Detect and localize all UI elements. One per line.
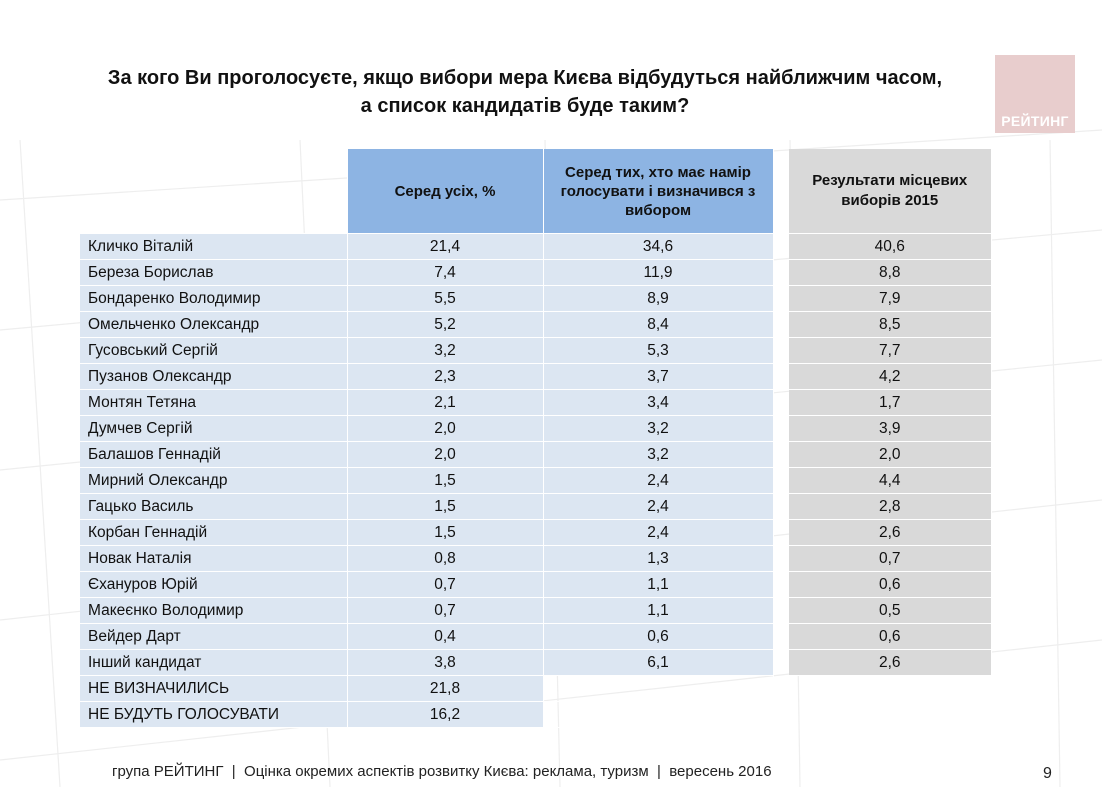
value-all: 3,8 [347,650,543,676]
value-decided: 2,4 [543,468,773,494]
value-result-2015: 7,9 [789,286,991,312]
candidate-name: Корбан Геннадій [80,520,347,546]
value-result-2015: 0,7 [789,546,991,572]
candidate-name: Макеєнко Володимир [80,598,347,624]
value-decided: 0,6 [543,624,773,650]
results-row [789,338,991,364]
value-decided: 2,4 [543,494,773,520]
results-row [789,286,991,312]
results-row [789,494,991,520]
category-name: НЕ БУДУТЬ ГОЛОСУВАТИ [80,702,347,728]
value-decided: 3,7 [543,364,773,390]
value-decided: 1,1 [543,598,773,624]
candidate-name: Гацько Василь [80,494,347,520]
results-2015-table [789,149,992,676]
results-row [789,598,991,624]
value-all: 21,8 [347,676,543,702]
table-row [80,442,773,468]
results-row [789,312,991,338]
footer-text: група РЕЙТИНГ | Оцінка окремих аспектів розвитку Києва: реклама, туризм | вересень 2016 [112,763,772,780]
value-decided: 3,4 [543,390,773,416]
value-decided: 1,1 [543,572,773,598]
value-all: 5,2 [347,312,543,338]
value-result-2015: 8,8 [789,260,991,286]
header-all: Серед усіх, % [347,149,543,234]
value-result-2015: 4,4 [789,468,991,494]
value-result-2015: 40,6 [789,234,991,260]
header-spacer [80,149,347,234]
table-row [80,572,773,598]
candidate-name: Гусовський Сергій [80,338,347,364]
table-row [80,416,773,442]
value-all: 2,3 [347,364,543,390]
value-decided: 3,2 [543,416,773,442]
value-all: 2,1 [347,390,543,416]
value-result-2015: 0,6 [789,624,991,650]
results-row [789,468,991,494]
candidate-name: Кличко Віталій [80,234,347,260]
value-all: 2,0 [347,416,543,442]
value-decided: 3,2 [543,442,773,468]
results-row [789,364,991,390]
value-result-2015: 1,7 [789,390,991,416]
table-header-row [80,149,773,234]
results-row [789,234,991,260]
table-row [80,390,773,416]
page-title [60,64,990,120]
table-row [80,598,773,624]
candidate-name: Омельченко Олександр [80,312,347,338]
logo-text: РЕЙТИНГ [1001,113,1069,129]
results-row [789,650,991,676]
value-result-2015: 2,6 [789,650,991,676]
value-decided: 6,1 [543,650,773,676]
results-header-row [789,149,991,234]
value-all: 21,4 [347,234,543,260]
results-row [789,442,991,468]
table-row-extra [80,676,773,702]
value-all: 0,4 [347,624,543,650]
value-result-2015: 0,5 [789,598,991,624]
candidate-name: Балашов Геннадій [80,442,347,468]
title-line-1: За кого Ви проголосуєте, якщо вибори мера Києва відбудуться найближчим часом, [107,67,943,89]
value-result-2015: 2,8 [789,494,991,520]
results-row [789,390,991,416]
candidate-name: Мирний Олександр [80,468,347,494]
header-results-2015: Результати місцевих виборів 2015 [789,149,991,234]
empty-cell [543,702,773,728]
results-row [789,546,991,572]
page-number: 9 [1043,765,1052,782]
value-all: 7,4 [347,260,543,286]
table-row [80,546,773,572]
results-row [789,416,991,442]
table-row [80,494,773,520]
header-decided: Серед тих, хто має намір голосувати і визначився з вибором [543,149,773,234]
table-row [80,364,773,390]
value-decided: 8,9 [543,286,773,312]
value-decided: 5,3 [543,338,773,364]
candidate-name: Єхануров Юрій [80,572,347,598]
table-row [80,234,773,260]
table-row [80,260,773,286]
candidate-name: Думчев Сергій [80,416,347,442]
table-row [80,286,773,312]
value-all: 0,7 [347,598,543,624]
value-all: 0,7 [347,572,543,598]
table-row [80,468,773,494]
poll-table [80,149,774,728]
value-decided: 8,4 [543,312,773,338]
value-all: 16,2 [347,702,543,728]
value-result-2015: 2,6 [789,520,991,546]
value-all: 1,5 [347,520,543,546]
value-result-2015: 8,5 [789,312,991,338]
candidate-name: Інший кандидат [80,650,347,676]
results-row [789,260,991,286]
value-all: 5,5 [347,286,543,312]
candidate-name: Береза Борислав [80,260,347,286]
value-all: 0,8 [347,546,543,572]
category-name: НЕ ВИЗНАЧИЛИСЬ [80,676,347,702]
table-row [80,650,773,676]
table-row [80,312,773,338]
value-result-2015: 2,0 [789,442,991,468]
value-decided: 34,6 [543,234,773,260]
candidate-name: Бондаренко Володимир [80,286,347,312]
results-row [789,624,991,650]
candidate-name: Пузанов Олександр [80,364,347,390]
results-row [789,520,991,546]
candidate-name: Вейдер Дарт [80,624,347,650]
rating-logo [995,55,1075,133]
value-result-2015: 4,2 [789,364,991,390]
value-all: 1,5 [347,468,543,494]
value-all: 2,0 [347,442,543,468]
empty-cell [543,676,773,702]
value-result-2015: 0,6 [789,572,991,598]
value-all: 3,2 [347,338,543,364]
value-decided: 11,9 [543,260,773,286]
value-all: 1,5 [347,494,543,520]
value-result-2015: 3,9 [789,416,991,442]
table-row [80,624,773,650]
table-row-extra [80,702,773,728]
title-line-2: а список кандидатів буде таким? [360,95,690,117]
value-decided: 2,4 [543,520,773,546]
table-row [80,338,773,364]
table-row [80,520,773,546]
candidate-name: Монтян Тетяна [80,390,347,416]
candidate-name: Новак Наталія [80,546,347,572]
results-row [789,572,991,598]
value-decided: 1,3 [543,546,773,572]
value-result-2015: 7,7 [789,338,991,364]
